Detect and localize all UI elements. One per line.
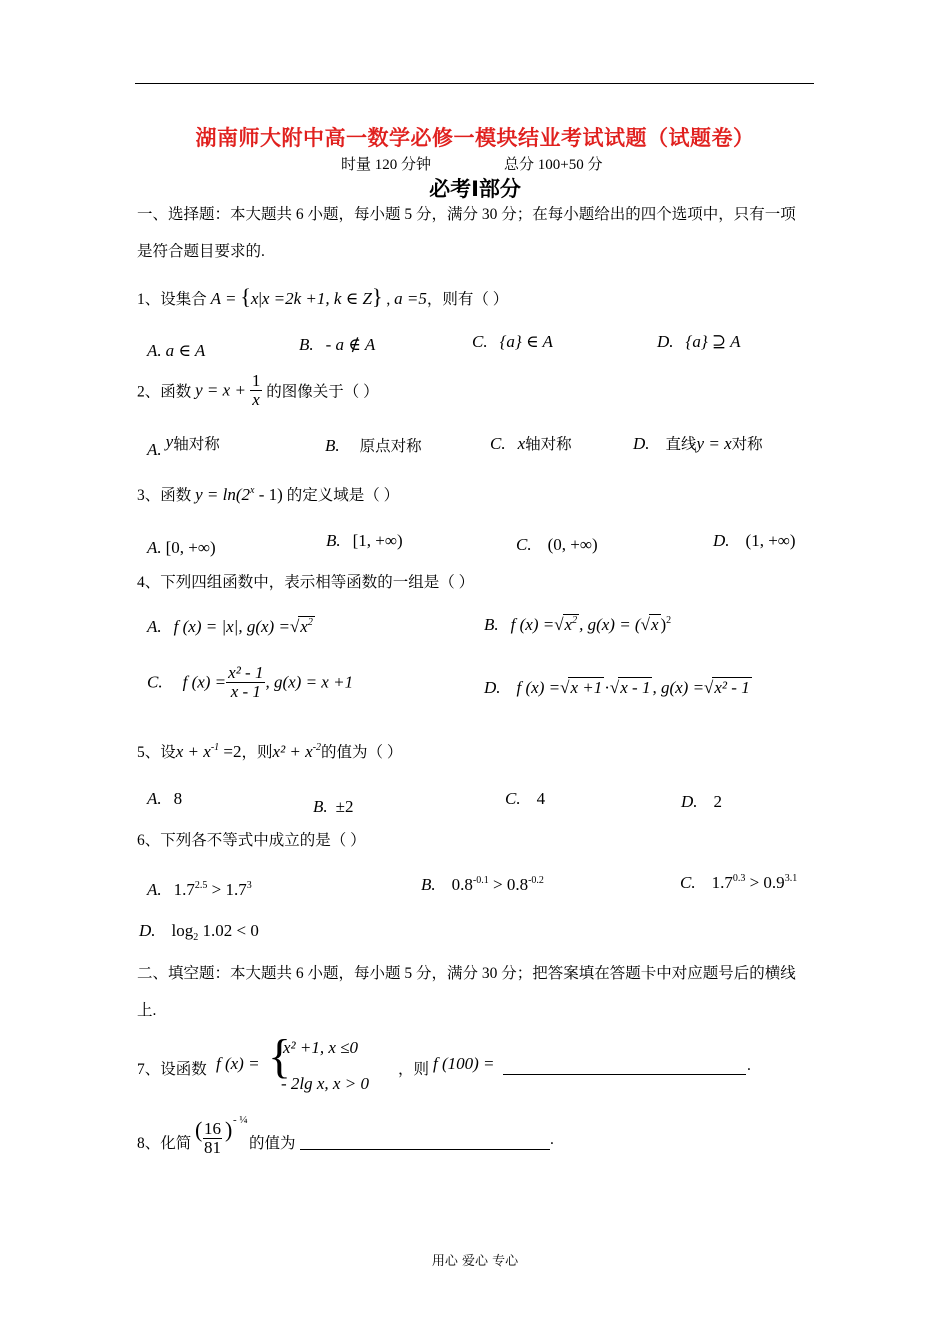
q1-rbrace: } bbox=[371, 284, 383, 309]
q3-stem bbox=[137, 483, 399, 505]
q6-b-sup1: -0.1 bbox=[472, 875, 489, 886]
q7-end: . bbox=[747, 1057, 751, 1074]
q3-option-b-text: [1, +∞) bbox=[352, 531, 403, 550]
q5-stem bbox=[137, 740, 402, 762]
q4-b-rad-sup: 2 bbox=[572, 615, 578, 626]
q6-a-sup2: 3 bbox=[246, 880, 252, 891]
q4-b-sup: 2 bbox=[666, 615, 672, 626]
q4-d-text2: , g(x) = bbox=[652, 678, 705, 697]
q2-frac-den: x bbox=[252, 389, 260, 409]
q4-option-b-label: B. bbox=[484, 615, 499, 634]
q8-frac-den: 81 bbox=[204, 1137, 221, 1157]
q3-option-c-label: C. bbox=[516, 535, 532, 554]
q6-d-log: log bbox=[171, 921, 194, 940]
q1-option-a[interactable] bbox=[147, 341, 205, 361]
q8-fraction bbox=[203, 1120, 222, 1157]
page-footer: 用心 爱心 专心 bbox=[431, 1254, 519, 1269]
q4-c-den: x - 1 bbox=[230, 681, 261, 701]
q1-lbrace: { bbox=[240, 284, 251, 309]
q4-option-d-label: D. bbox=[484, 678, 501, 697]
q1-option-b-label: B. bbox=[299, 335, 314, 354]
q1-bar: | bbox=[258, 289, 262, 308]
q8-lparen: ( bbox=[195, 1117, 203, 1142]
q6-option-b[interactable] bbox=[421, 875, 544, 895]
q5-option-b-label: B. bbox=[313, 797, 328, 816]
q2-option-c-label: C. bbox=[490, 434, 506, 453]
q3-expr-tail: - 1) bbox=[254, 485, 283, 504]
q4-a-radical: $√x^2$ bbox=[289, 617, 313, 636]
q2-option-c-var: x bbox=[517, 434, 526, 453]
q6-option-b-label: B. bbox=[421, 875, 436, 894]
q1-option-b[interactable] bbox=[299, 335, 375, 355]
q2-num: 2、函数 bbox=[137, 383, 192, 401]
q1-stem bbox=[137, 284, 508, 310]
q4-option-b[interactable] bbox=[484, 614, 671, 635]
q6-option-d-label: D. bbox=[139, 921, 156, 940]
q4-b-rad2: x bbox=[650, 615, 659, 634]
q7-fx: f (x) = bbox=[216, 1054, 260, 1073]
q1-set-lhs: A = bbox=[210, 289, 237, 308]
q4-d-radical3: √x² - 1 bbox=[704, 678, 750, 697]
q7-mid: ，则 bbox=[398, 1061, 430, 1078]
q5-option-d[interactable] bbox=[681, 792, 722, 812]
q3-num: 3、函数 bbox=[137, 487, 192, 504]
q2-fraction bbox=[250, 372, 263, 409]
q6-option-d[interactable] bbox=[139, 921, 259, 943]
q1-option-d-text: {a} ⊇ A bbox=[685, 332, 741, 351]
q7-num: 7、设函数 bbox=[137, 1061, 207, 1078]
q6-a-op: > 1.7 bbox=[207, 880, 247, 899]
q3-expr bbox=[195, 485, 283, 504]
q7-case2: - 2lg x, x > 0 bbox=[281, 1074, 369, 1093]
q1-option-a-text: a ∈ A bbox=[165, 341, 206, 360]
q2-option-a-label: A. bbox=[147, 440, 162, 459]
q2-option-a-var: y bbox=[165, 432, 174, 451]
q2-option-b-text: 原点对称 bbox=[359, 438, 422, 455]
header-rule bbox=[135, 83, 814, 84]
q8-exponent: - ¼ bbox=[233, 1114, 248, 1126]
q6-b-op: > 0.8 bbox=[488, 875, 529, 894]
q3-option-d-text: (1, +∞) bbox=[745, 531, 796, 550]
q2-option-d-pre: 直线 bbox=[665, 436, 697, 453]
q1-option-c[interactable] bbox=[472, 332, 553, 352]
q5-option-b-text: ±2 bbox=[335, 797, 354, 816]
q8-answer-blank[interactable] bbox=[300, 1131, 550, 1150]
q4-option-a[interactable] bbox=[147, 616, 315, 637]
q4-b-radical2: √x bbox=[640, 615, 659, 634]
q3-option-c[interactable] bbox=[516, 535, 598, 555]
q6-c-base1: 1.7 bbox=[711, 873, 733, 892]
q4-option-c[interactable] bbox=[147, 664, 353, 701]
q5-expr2 bbox=[273, 742, 322, 761]
q2-option-d[interactable] bbox=[633, 432, 763, 454]
q5-tail: 的值为（ ） bbox=[321, 744, 403, 761]
q4-c-fraction bbox=[226, 664, 265, 701]
q6-a-sup1: 2.5 bbox=[194, 880, 208, 891]
q2-option-b-label: B. bbox=[325, 436, 340, 455]
q4-option-c-label: C. bbox=[147, 672, 163, 692]
q4-d-text1: f (x) = bbox=[516, 678, 561, 697]
q5-option-c[interactable] bbox=[505, 789, 545, 809]
q1-set-body: x bbox=[250, 289, 259, 308]
q5-expr-sup: -1 bbox=[210, 742, 220, 753]
q1-set-cond: x =2k +1, k ∈ Z bbox=[261, 289, 372, 308]
score-label: 总分 100+50 分 bbox=[504, 157, 603, 173]
q4-a-rad: x bbox=[300, 617, 308, 636]
q6-a-expr bbox=[174, 880, 252, 899]
q6-d-tail: 1.02 < 0 bbox=[198, 921, 259, 940]
part2-intro-line1: 二、填空题：本大题共 6 小题，每小题 5 分，满分 30 分；把答案填在答题卡中对应题号后的横线 bbox=[137, 965, 796, 982]
q5-option-a[interactable] bbox=[147, 789, 182, 809]
q3-option-b-label: B. bbox=[326, 531, 341, 550]
q5-option-a-label: A. bbox=[147, 789, 162, 808]
q2-option-d-label: D. bbox=[633, 434, 650, 453]
q6-c-expr bbox=[712, 873, 798, 892]
q6-c-sup2: 3.1 bbox=[784, 873, 798, 884]
q7-answer-blank[interactable] bbox=[503, 1056, 746, 1075]
q3-option-a-text: [0, +∞) bbox=[165, 538, 216, 557]
part2-intro-line2: 上. bbox=[137, 1002, 157, 1019]
q3-option-a[interactable] bbox=[147, 538, 216, 558]
q2-tail: 的图像关于（ ） bbox=[266, 383, 379, 401]
q7-ask: f (100) = bbox=[433, 1054, 495, 1073]
q2-frac-num: 1 bbox=[251, 371, 261, 390]
q4-d-radical2: √x - 1 bbox=[609, 678, 651, 697]
q1-option-a-label: A. bbox=[147, 341, 162, 360]
q4-a-text: f (x) = |x|, g(x) = bbox=[173, 617, 290, 636]
q6-d-sub: 2 bbox=[193, 932, 199, 943]
q6-a-base1: 1.7 bbox=[173, 880, 195, 899]
section-title: 必考Ⅰ部分 bbox=[429, 177, 521, 201]
q5-option-d-label: D. bbox=[681, 792, 698, 811]
q3-expr-sup: x bbox=[250, 485, 255, 496]
q2-option-d-text: 对称 bbox=[731, 436, 763, 453]
q4-b-text2: , g(x) = ( bbox=[579, 615, 641, 634]
q5-expr2-head: x² + x bbox=[272, 742, 313, 761]
q6-c-sup1: 0.3 bbox=[732, 873, 746, 884]
time-label: 时量 120 分钟 bbox=[341, 157, 432, 173]
part1-intro-line1: 一、选择题：本大题共 6 小题，每小题 5 分，满分 30 分；在每小题给出的四个选项中，只有一项 bbox=[137, 206, 796, 223]
q8-num: 8、化简 bbox=[137, 1135, 192, 1152]
q5-option-c-text: 4 bbox=[536, 789, 546, 808]
q4-d-rad1: x +1 bbox=[570, 678, 603, 697]
q2-option-c[interactable] bbox=[490, 432, 572, 454]
q4-d-dot: · bbox=[604, 678, 610, 697]
q5-option-b[interactable] bbox=[313, 797, 353, 817]
q1-option-c-label: C. bbox=[472, 332, 488, 351]
part1-intro-line2: 是符合题目要求的. bbox=[137, 243, 265, 260]
q1-comma: , bbox=[386, 291, 391, 308]
q5-expr2-sup: -2 bbox=[312, 742, 322, 753]
q1-a-eq: a =5 bbox=[394, 289, 427, 308]
q2-option-a-text: 轴对称 bbox=[173, 436, 220, 453]
q3-expr-head: y = ln(2 bbox=[195, 485, 251, 504]
q3-option-c-text: (0, +∞) bbox=[547, 535, 598, 554]
q4-d-rad2: x - 1 bbox=[620, 678, 651, 697]
q5-option-d-text: 2 bbox=[713, 792, 723, 811]
q4-b-text1: f (x) = bbox=[510, 615, 555, 634]
q5-num: 5、设 bbox=[137, 744, 176, 761]
q5-option-c-label: C. bbox=[505, 789, 521, 808]
q1-tail: ，则有（ ） bbox=[426, 291, 509, 308]
q6-b-expr bbox=[452, 875, 544, 894]
q4-b-text3: ) bbox=[660, 615, 667, 634]
q2-option-d-var: y = x bbox=[696, 434, 732, 453]
q2-option-a[interactable] bbox=[147, 432, 220, 460]
q6-option-c-label: C. bbox=[680, 873, 696, 892]
exam-title: 湖南师大附中高一数学必修一模块结业考试试题（试题卷） bbox=[195, 126, 755, 150]
q4-d-rad3: x² - 1 bbox=[714, 678, 750, 697]
q1-option-d-label: D. bbox=[657, 332, 674, 351]
q7-case1: x² +1, x ≤0 bbox=[283, 1038, 358, 1057]
q8-frac-num: 16 bbox=[204, 1119, 221, 1138]
q5-option-a-text: 8 bbox=[173, 789, 183, 808]
q6-option-c[interactable] bbox=[680, 873, 797, 893]
q6-d-expr bbox=[171, 921, 259, 943]
q4-option-d[interactable] bbox=[484, 677, 752, 698]
q6-b-base1: 0.8 bbox=[451, 875, 473, 894]
q6-option-a[interactable] bbox=[147, 880, 252, 900]
q4-d-radical1: √x +1 bbox=[560, 678, 603, 697]
q6-option-a-label: A. bbox=[147, 880, 162, 899]
q1-num: 1、设集合 bbox=[137, 291, 207, 308]
q8-rparen: ) bbox=[225, 1117, 233, 1142]
q5-expr-head: x + x bbox=[175, 742, 211, 761]
q7-piecewise-brace: { bbox=[268, 1030, 292, 1083]
q8-tail: 的值为 bbox=[249, 1135, 296, 1152]
q1-option-b-text: - a ∉ A bbox=[325, 335, 376, 354]
q2-stem bbox=[137, 372, 379, 409]
q4-stem: 4、下列四组函数中，表示相等函数的一组是（ ） bbox=[137, 574, 475, 591]
q3-option-a-label: A. bbox=[147, 538, 162, 557]
q5-mid: ，则 bbox=[241, 744, 273, 761]
q1-option-d[interactable] bbox=[657, 332, 740, 352]
q5-expr-tail: =2 bbox=[219, 742, 242, 761]
q6-stem: 6、下列各不等式中成立的是（ ） bbox=[137, 832, 366, 849]
q4-b-rad: x bbox=[564, 615, 573, 634]
q3-option-d-label: D. bbox=[713, 531, 730, 550]
q3-option-d[interactable] bbox=[713, 531, 796, 551]
q6-b-sup2: -0.2 bbox=[528, 875, 544, 886]
q6-c-op: > 0.9 bbox=[745, 873, 785, 892]
q8-end: . bbox=[550, 1131, 554, 1148]
q4-a-rad-sup: 2 bbox=[307, 617, 313, 628]
q2-expr: y = x + bbox=[195, 380, 246, 400]
q2-option-b[interactable] bbox=[325, 434, 422, 456]
q2-option-c-text: 轴对称 bbox=[525, 436, 572, 453]
q4-c-num: x² - 1 bbox=[228, 663, 264, 682]
q5-expr bbox=[176, 742, 242, 761]
q4-option-a-label: A. bbox=[147, 617, 162, 636]
q4-c-text2: , g(x) = x +1 bbox=[265, 672, 354, 692]
q4-c-text1: f (x) = bbox=[182, 672, 227, 692]
q3-option-b[interactable] bbox=[326, 531, 403, 551]
q1-option-c-text: {a} ∈ A bbox=[499, 332, 553, 351]
q3-tail: 的定义域是（ ） bbox=[286, 487, 400, 504]
q4-b-radical1: $√x^2$ bbox=[554, 615, 578, 634]
